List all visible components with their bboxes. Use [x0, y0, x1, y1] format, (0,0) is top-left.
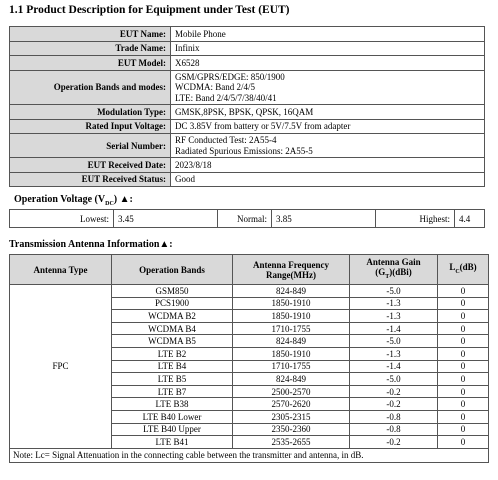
- eut-value-line: Good: [175, 174, 195, 184]
- eut-row-value: [171, 70, 485, 105]
- gain-cell: -1.4: [350, 360, 438, 373]
- frequency-cell: 1850-1910: [233, 310, 350, 323]
- frequency-cell: 1710-1755: [233, 360, 350, 373]
- normal-value: 3.85: [272, 210, 376, 228]
- table-note: Note: Lc= Signal Attenuation in the connecting cable between the transmitter and antenna, in dB.: [10, 448, 489, 462]
- eut-value-line: WCDMA: Band 2/4/5: [175, 82, 255, 92]
- eut-row: [10, 27, 485, 42]
- loss-cell: 0: [438, 360, 489, 373]
- loss-cell: 0: [438, 335, 489, 348]
- band-cell: LTE B40 Lower: [112, 410, 233, 423]
- normal-label: Normal:: [218, 210, 272, 228]
- header-antenna-type: Antenna Type: [10, 255, 112, 285]
- antenna-row: [10, 285, 489, 298]
- header-cable-loss: $L_C(dB)$: [438, 255, 489, 285]
- eut-row-value: [171, 134, 485, 158]
- eut-value-line: X6528: [175, 57, 200, 68]
- eut-info-table: [9, 26, 485, 187]
- band-cell: LTE B40 Upper: [112, 423, 233, 436]
- section-title: 1.1 Product Description for Equipment under Test (EUT): [9, 4, 290, 16]
- loss-cell: 0: [438, 423, 489, 436]
- band-cell: LTE B4: [112, 360, 233, 373]
- band-cell: LTE B5: [112, 373, 233, 386]
- eut-value-line: LTE: Band 2/4/5/7/38/40/41: [175, 92, 277, 103]
- gain-cell: -0.8: [350, 410, 438, 423]
- eut-row-label: EUT Received Status:: [10, 172, 171, 187]
- eut-value-line: Radiated Spurious Emissions: 2A55-5: [175, 145, 313, 156]
- eut-row-value: [171, 158, 485, 173]
- gain-cell: -0.2: [350, 385, 438, 398]
- frequency-cell: 2570-2620: [233, 398, 350, 411]
- lowest-label: Lowest:: [10, 210, 114, 228]
- frequency-cell: 2535-2655: [233, 436, 350, 449]
- loss-cell: 0: [438, 398, 489, 411]
- eut-value-line: DC 3.85V from battery or 5V/7.5V from adapter: [175, 121, 351, 131]
- eut-row-value: [171, 56, 485, 71]
- loss-cell: 0: [438, 310, 489, 323]
- gain-cell: -5.0: [350, 373, 438, 386]
- gain-cell: -5.0: [350, 285, 438, 298]
- band-cell: LTE B7: [112, 385, 233, 398]
- gain-cell: -1.4: [350, 322, 438, 335]
- loss-cell: 0: [438, 410, 489, 423]
- gain-cell: -1.3: [350, 310, 438, 323]
- highest-value: 4.4: [455, 210, 485, 228]
- operation-voltage-title: Operation Voltage $(V_{DC})$ ▲:: [14, 194, 133, 207]
- header-operation-bands: Operation Bands: [112, 255, 233, 285]
- loss-cell: 0: [438, 297, 489, 310]
- eut-row-label: Trade Name:: [10, 41, 171, 56]
- eut-row: [10, 119, 485, 134]
- eut-row: [10, 172, 485, 187]
- eut-value-line: GSM/GPRS/EDGE: 850/1900: [175, 71, 285, 82]
- frequency-cell: 1710-1755: [233, 322, 350, 335]
- eut-row-value: [171, 119, 485, 134]
- frequency-cell: 1850-1910: [233, 347, 350, 360]
- eut-row: [10, 134, 485, 158]
- eut-row-label: EUT Received Date:: [10, 158, 171, 173]
- band-cell: LTE B41: [112, 436, 233, 449]
- eut-row-label: EUT Name:: [10, 27, 171, 42]
- eut-row-label: EUT Model:: [10, 56, 171, 71]
- loss-cell: 0: [438, 322, 489, 335]
- band-cell: WCDMA B4: [112, 322, 233, 335]
- frequency-cell: 824-849: [233, 335, 350, 348]
- eut-row: [10, 70, 485, 105]
- eut-row-value: [171, 41, 485, 56]
- eut-value-line: RF Conducted Test: 2A55-4: [175, 135, 277, 145]
- eut-row-value: [171, 172, 485, 187]
- frequency-cell: 2305-2315: [233, 410, 350, 423]
- lowest-value: 3.45: [114, 210, 218, 228]
- antenna-info-table: [9, 254, 489, 463]
- gain-cell: -1.3: [350, 347, 438, 360]
- frequency-cell: 824-849: [233, 285, 350, 298]
- loss-cell: 0: [438, 385, 489, 398]
- band-cell: LTE B2: [112, 347, 233, 360]
- gain-cell: -0.8: [350, 423, 438, 436]
- loss-cell: 0: [438, 347, 489, 360]
- header-antenna-gain: Antenna Gain $(G_T)(dBi)$: [350, 255, 438, 285]
- loss-cell: 0: [438, 436, 489, 449]
- gain-cell: -1.3: [350, 297, 438, 310]
- band-cell: WCDMA B5: [112, 335, 233, 348]
- loss-cell: 0: [438, 285, 489, 298]
- operation-voltage-table: [9, 209, 485, 228]
- eut-value-line: 2023/8/18: [175, 159, 212, 170]
- gain-cell: -0.2: [350, 436, 438, 449]
- highest-label: Highest:: [376, 210, 455, 228]
- eut-value-line: Infinix: [175, 43, 200, 53]
- note-row: [10, 448, 489, 462]
- eut-value-line: Mobile Phone: [175, 28, 226, 39]
- eut-row: [10, 158, 485, 173]
- band-cell: LTE B38: [112, 398, 233, 411]
- band-cell: WCDMA B2: [112, 310, 233, 323]
- antenna-type-cell: FPC: [10, 285, 112, 449]
- gain-cell: -5.0: [350, 335, 438, 348]
- band-cell: GSM850: [112, 285, 233, 298]
- eut-row-label: Operation Bands and modes:: [10, 70, 171, 105]
- eut-row-label: Serial Number:: [10, 134, 171, 158]
- eut-row-label: Rated Input Voltage:: [10, 119, 171, 134]
- header-frequency-range: Antenna Frequency Range(MHz): [233, 255, 350, 285]
- eut-row: [10, 56, 485, 71]
- eut-row-label: Modulation Type:: [10, 105, 171, 120]
- frequency-cell: 2500-2570: [233, 385, 350, 398]
- eut-value-line: GMSK,8PSK, BPSK, QPSK, 16QAM: [175, 106, 314, 117]
- eut-row-value: [171, 105, 485, 120]
- loss-cell: 0: [438, 373, 489, 386]
- eut-row: [10, 105, 485, 120]
- eut-row-value: [171, 27, 485, 42]
- antenna-info-title: Transmission Antenna Information▲:: [9, 239, 173, 250]
- band-cell: PCS1900: [112, 297, 233, 310]
- gain-cell: -0.2: [350, 398, 438, 411]
- frequency-cell: 1850-1910: [233, 297, 350, 310]
- frequency-cell: 824-849: [233, 373, 350, 386]
- frequency-cell: 2350-2360: [233, 423, 350, 436]
- eut-row: [10, 41, 485, 56]
